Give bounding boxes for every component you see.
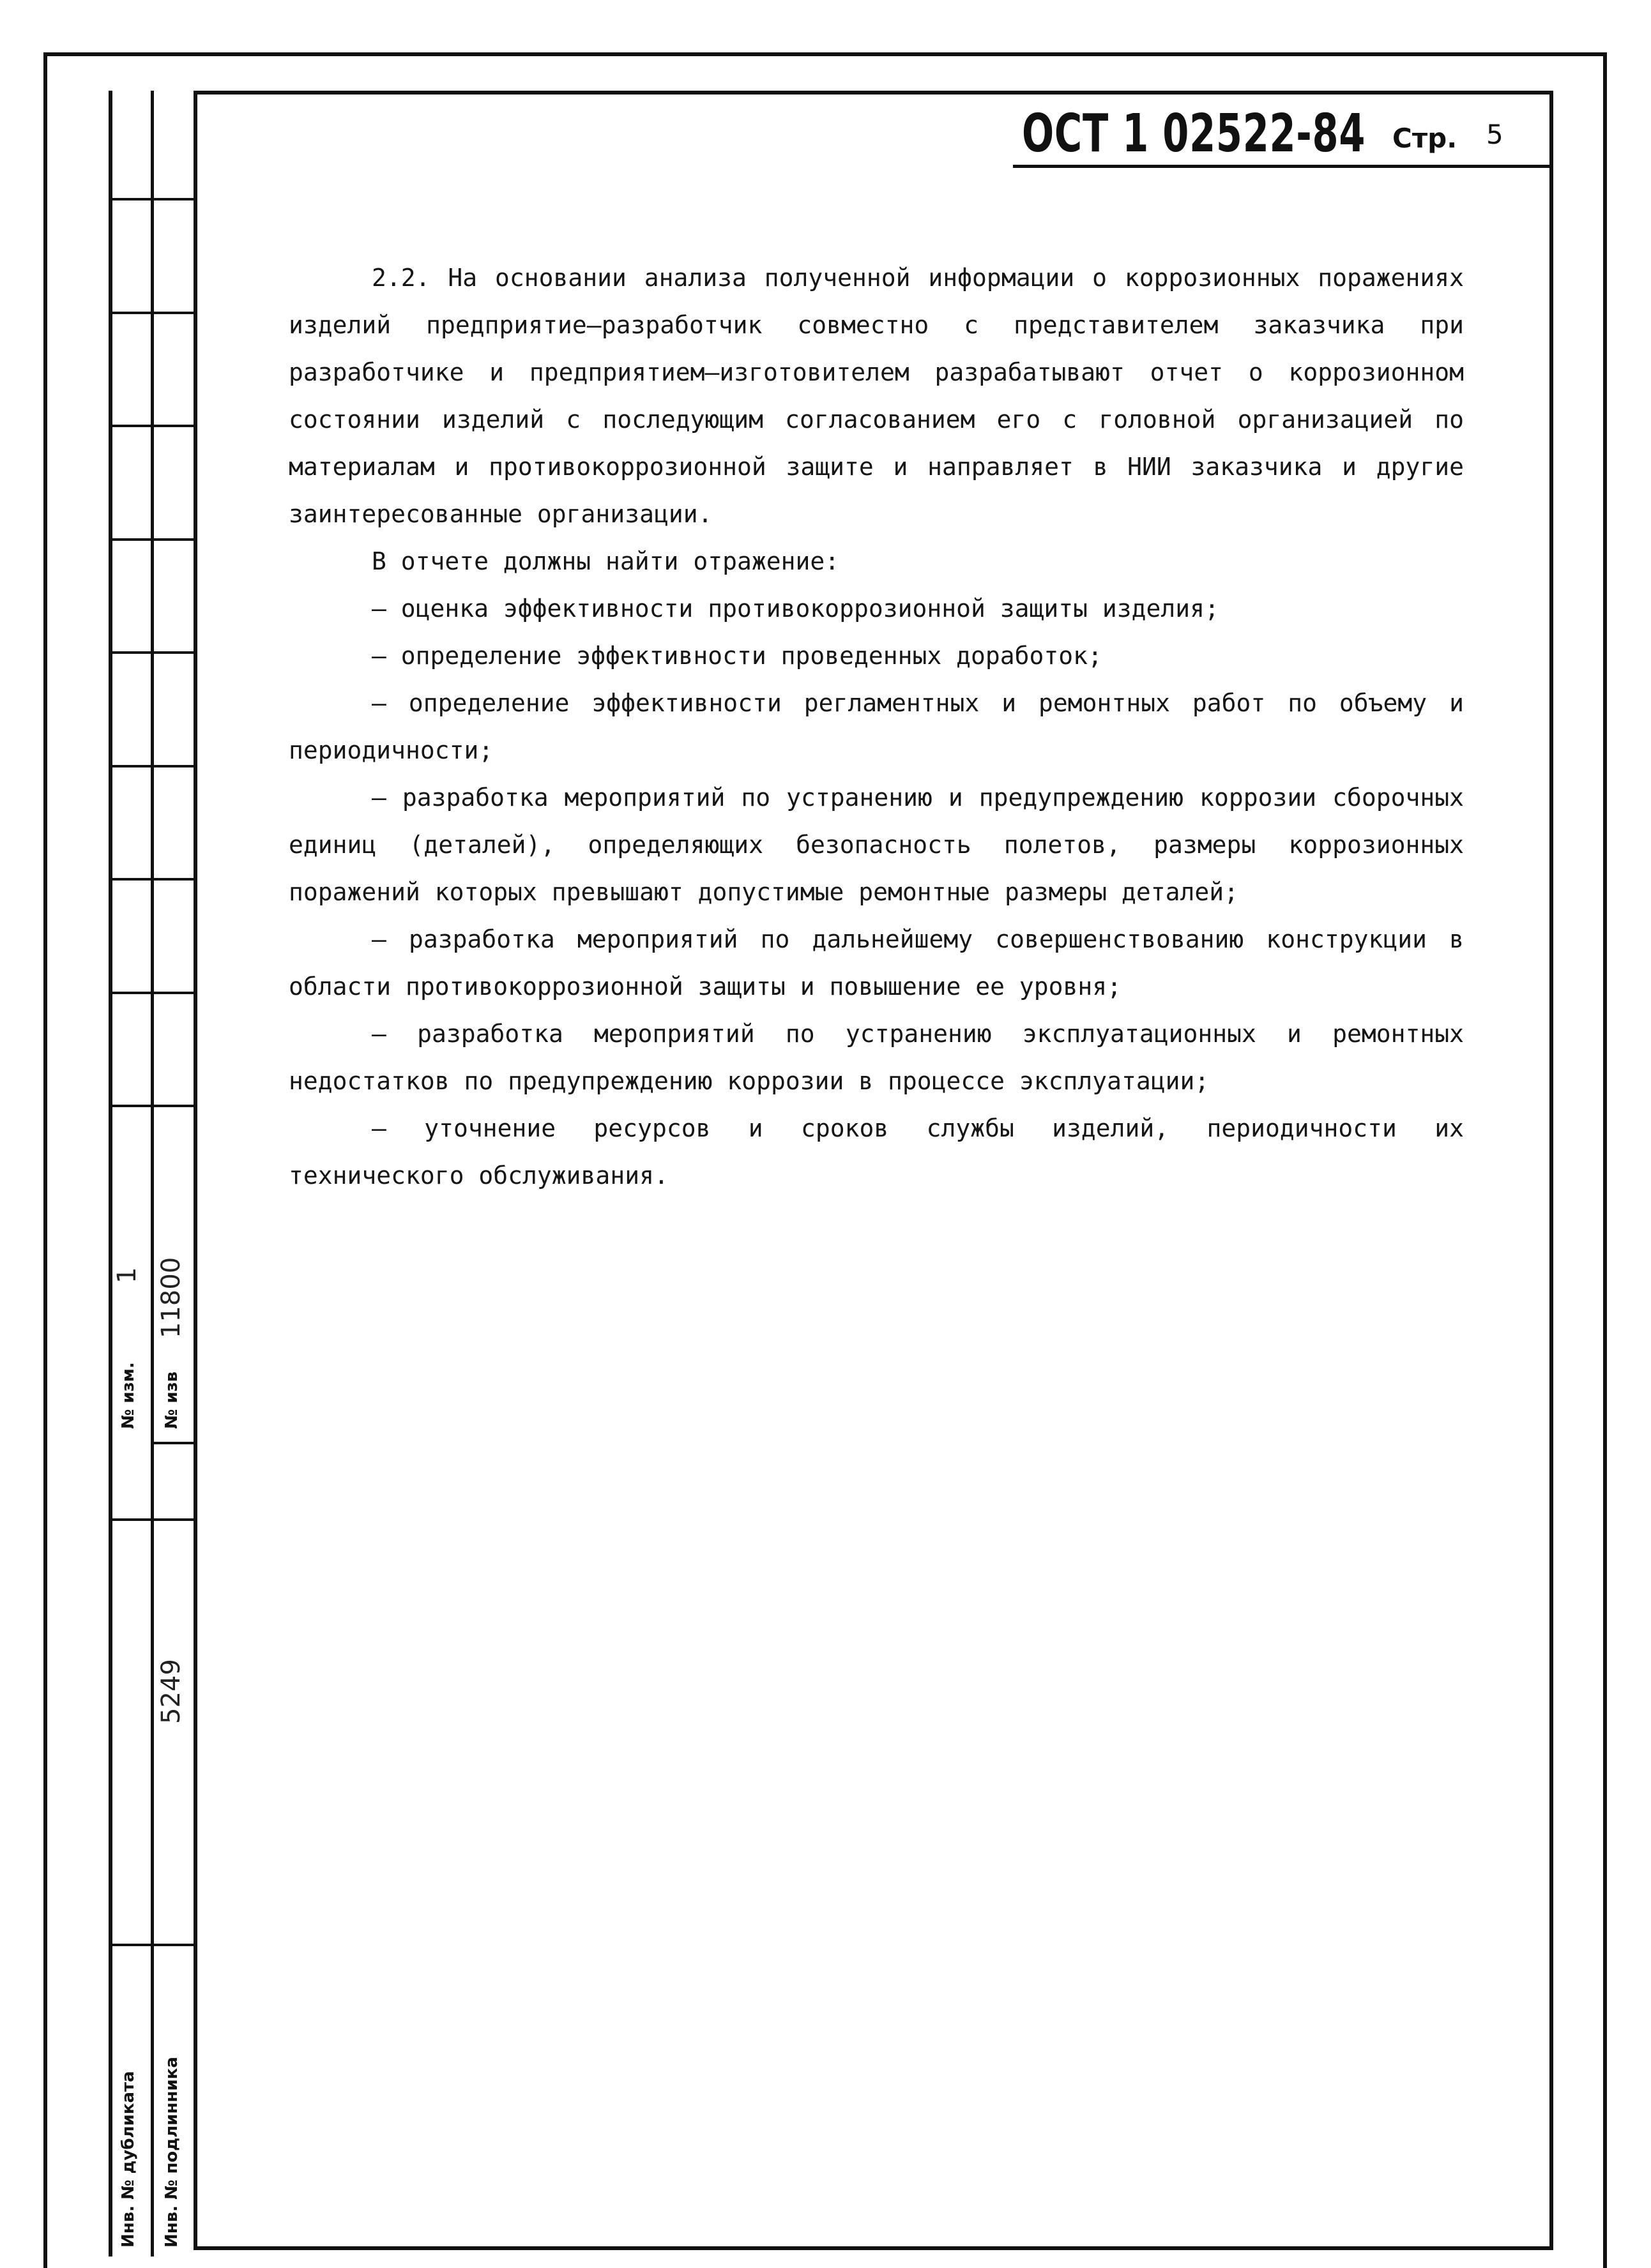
paragraph: 2.2. На основании анализа полученной информации о коррозионных поражениях изделий предприятие–разработчик совместно с представителем заказчика при разработчике и предприятием–изготовителем разрабатывают отчет о коррозионном состоянии изделий с последующим согласованием его с головной организацией по материалам и противокоррозионной защите и направляет в НИИ заказчика и другие заинтересованные организации. <box>289 264 1464 528</box>
header-underline <box>1013 165 1549 168</box>
list-item: – определение эффективности проведенных доработок; <box>372 642 1102 670</box>
margin-strip-divider <box>151 91 154 2257</box>
list-item: – определение эффективности регламентных и ремонтных работ по объему и периодичности; <box>289 689 1464 764</box>
notice-number-label: № изв <box>162 1371 181 1429</box>
list-item: – оценка эффективности противокоррозионной защиты изделия; <box>372 594 1219 623</box>
original-inventory-value: 5249 <box>156 1659 186 1724</box>
margin-grid-line <box>151 1442 196 1444</box>
page-label: Стр. <box>1392 123 1457 154</box>
margin-grid-line <box>109 1105 196 1107</box>
paragraph: В отчете должны найти отражение: <box>372 547 840 575</box>
document-code: ОСТ 1 02522-84 <box>1022 103 1366 164</box>
margin-grid-line <box>109 538 196 541</box>
margin-grid-line <box>109 1518 196 1521</box>
list-item: – разработка мероприятий по дальнейшему совершенствованию конструкции в области противокоррозионной защиты и повышение ее уровня; <box>289 925 1464 1001</box>
margin-grid-line <box>109 198 196 200</box>
margin-grid-line <box>109 992 196 994</box>
list-item: – разработка мероприятий по устранению и предупреждению коррозии сборочных единиц (деталей), определяющих безопасность полетов, размеры коррозионных поражений которых превышают допустимые ремонтные размеры деталей; <box>289 783 1464 906</box>
page-number: 5 <box>1486 119 1503 150</box>
margin-grid-line <box>109 651 196 654</box>
margin-grid-line <box>109 312 196 314</box>
change-number-label: № изм. <box>119 1362 138 1429</box>
duplicate-inventory-label: Инв. № дубликата <box>119 2071 138 2248</box>
margin-grid-line <box>109 425 196 427</box>
margin-grid-line <box>109 878 196 881</box>
change-number-value: 1 <box>112 1267 142 1283</box>
document-body <box>289 254 1464 1199</box>
notice-number-value: 11800 <box>156 1257 186 1338</box>
margin-grid-line <box>109 765 196 767</box>
original-inventory-label: Инв. № подлинника <box>162 2057 181 2248</box>
list-item: – разработка мероприятий по устранению эксплуатационных и ремонтных недостатков по предупреждению коррозии в процессе эксплуатации; <box>289 1020 1464 1095</box>
list-item: – уточнение ресурсов и сроков службы изделий, периодичности их технического обслуживания. <box>289 1114 1464 1190</box>
margin-grid-line <box>109 1944 196 1946</box>
